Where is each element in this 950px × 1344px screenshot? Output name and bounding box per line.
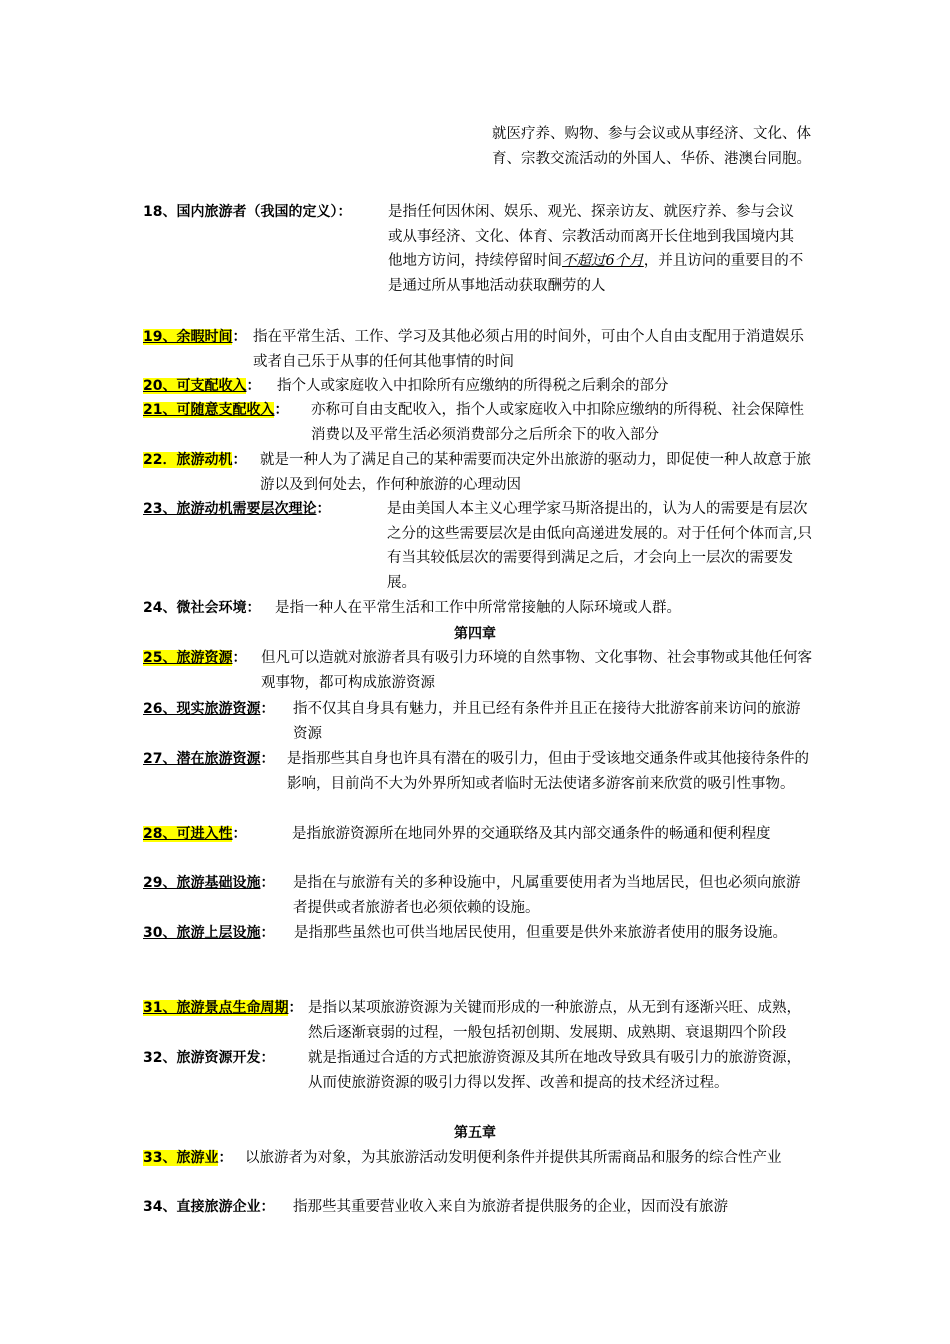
highlighted-term: 31、旅游景点生命周期 — [143, 1000, 289, 1016]
entry-definition: 是指那些其自身也许具有潜在的吸引力，但由于受该地交通条件或其他接待条件的影响，目前尚不大为外界所知或者临时无法使诸多游客前来欣赏的吸引性事物。 — [287, 751, 809, 792]
entry-term: 25、旅游资源： — [143, 650, 247, 666]
entry-22 — [143, 448, 814, 497]
emphasis-text: 不超过6个月 — [562, 253, 644, 269]
entry-24 — [143, 596, 814, 621]
entry-definition: 指那些其重要营业收入来自为旅游者提供服务的企业，因而没有旅游 — [293, 1199, 728, 1215]
highlighted-term: 25、旅游资源 — [143, 650, 233, 666]
entry-term: 18、国内旅游者（我国的定义）： — [143, 204, 352, 220]
entry-term: 22．旅游动机： — [143, 452, 247, 468]
entry-term: 31、旅游景点生命周期： — [143, 1000, 303, 1016]
entry-term: 30、旅游上层设施： — [143, 925, 275, 941]
entry-term: 29、旅游基础设施： — [143, 875, 275, 891]
entry-26 — [143, 697, 814, 746]
entry-23 — [143, 497, 814, 595]
entry-definition: 就是指通过合适的方式把旅游资源及其所在地改导致具有吸引力的旅游资源，从而使旅游资源的吸引力得以发挥、改善和提高的技术经济过程。 — [308, 1050, 801, 1091]
entry-term: 27、潜在旅游资源： — [143, 751, 275, 767]
entry-definition: 指不仅其自身具有魅力，并且已经有条件并且正在接待大批游客前来访问的旅游资源 — [293, 701, 801, 742]
entry-number: 18、 — [143, 204, 177, 220]
entry-31 — [143, 996, 814, 1045]
entry-term: 21、可随意支配收入： — [143, 402, 289, 418]
highlighted-term: 22．旅游动机 — [143, 452, 233, 468]
entry-term: 20、可支配收入： — [143, 378, 261, 394]
entry-34 — [143, 1195, 814, 1220]
entry-definition: 是指那些虽然也可供当地居民使用，但重要是供外来旅游者使用的服务设施。 — [294, 925, 787, 941]
entry-term: 32、旅游资源开发： — [143, 1050, 275, 1066]
continuation-text: 就医疗养、购物、参与会议或从事经济、文化、体育、宗教交流活动的外国人、华侨、港澳台同胞。 — [492, 126, 811, 167]
entry-definition: 但凡可以造就对旅游者具有吸引力环境的自然事物、文化事物、社会事物或其他任何客观事物，都可构成旅游资源 — [261, 650, 812, 691]
entry-33 — [143, 1146, 814, 1171]
chapter-heading: 第五章 — [454, 1125, 496, 1141]
entry-29 — [143, 871, 814, 920]
entry-term: 26、现实旅游资源： — [143, 701, 275, 717]
highlighted-term: 20、可支配收入 — [143, 378, 247, 394]
entry-definition: 指在平常生活、工作、学习及其他必须占用的时间外，可由个人自由支配用于消遣娱乐或者自己乐于从事的任何其他事情的时间 — [253, 329, 804, 370]
chapter-heading: 第四章 — [454, 626, 496, 642]
entry-term: 24、微社会环境： — [143, 600, 261, 616]
entry-20 — [143, 374, 814, 399]
entry-25 — [143, 646, 814, 695]
entry-19 — [143, 325, 814, 374]
highlighted-term: 19、余暇时间 — [143, 329, 233, 345]
entry-27 — [143, 747, 814, 796]
entry-definition: 是由美国人本主义心理学家马斯洛提出的，认为人的需要是有层次之分的这些需要层次是由低向高递进发展的。对于任何个体而言,只有当其较低层次的需要得到满足之后，才会向上一层次的需要发展。 — [387, 501, 813, 591]
entry-definition: 以旅游者为对象，为其旅游活动发明便利条件并提供其所需商品和服务的综合性产业 — [245, 1150, 782, 1166]
entry-21 — [143, 398, 814, 447]
highlighted-term: 28、可进入性 — [143, 826, 233, 842]
highlighted-term: 21、可随意支配收入 — [143, 402, 275, 418]
entry-32 — [143, 1046, 814, 1095]
entry-definition: 是指旅游资源所在地同外界的交通联络及其内部交通条件的畅通和便利程度 — [292, 826, 771, 842]
entry-term: 28、可进入性： — [143, 826, 247, 842]
entry-term: 19、余暇时间： — [143, 329, 247, 345]
entry-definition: 是指一种人在平常生活和工作中所常常接触的人际环境或人群。 — [275, 600, 681, 616]
entry-definition: 亦称可自由支配收入，指个人或家庭收入中扣除应缴纳的所得税、社会保障性消费以及平常生活必须消费部分之后所余下的收入部分 — [311, 402, 804, 443]
highlighted-term: 33、旅游业 — [143, 1150, 219, 1166]
entry-term: 34、直接旅游企业： — [143, 1199, 275, 1215]
entry-term: 33、旅游业： — [143, 1150, 233, 1166]
entry-term: 23、旅游动机需要层次理论： — [143, 501, 331, 517]
entry-definition: 是指任何因休闲、娱乐、观光、探亲访友、就医疗养、参与会议或从事经济、文化、体育、宗教活动而离开长住地到我国境内其他地方访问，持续停留时间不超过6个月，并且访问的重要目的不是通过所从事地活动获取酬劳的人 — [388, 204, 804, 294]
entry-18 — [143, 200, 814, 298]
entry-definition: 是指在与旅游有关的多种设施中，凡属重要使用者为当地居民，但也必须向旅游者提供或者旅游者也必须依赖的设施。 — [293, 875, 801, 916]
entry-definition: 是指以某项旅游资源为关键而形成的一种旅游点，从无到有逐渐兴旺、成熟，然后逐渐衰弱的过程，一般包括初创期、发展期、成熟期、衰退期四个阶段 — [308, 1000, 801, 1041]
entry-30 — [143, 921, 814, 946]
term-label: 国内旅游者（我国的定义） — [176, 204, 338, 220]
entry-definition: 就是一种人为了满足自己的某种需要而决定外出旅游的驱动力，即促使一种人故意于旅游以及到何处去，作何种旅游的心理动因 — [260, 452, 811, 493]
entry-28 — [143, 822, 814, 847]
entry-definition: 指个人或家庭收入中扣除所有应缴纳的所得税之后剩余的部分 — [277, 378, 669, 394]
